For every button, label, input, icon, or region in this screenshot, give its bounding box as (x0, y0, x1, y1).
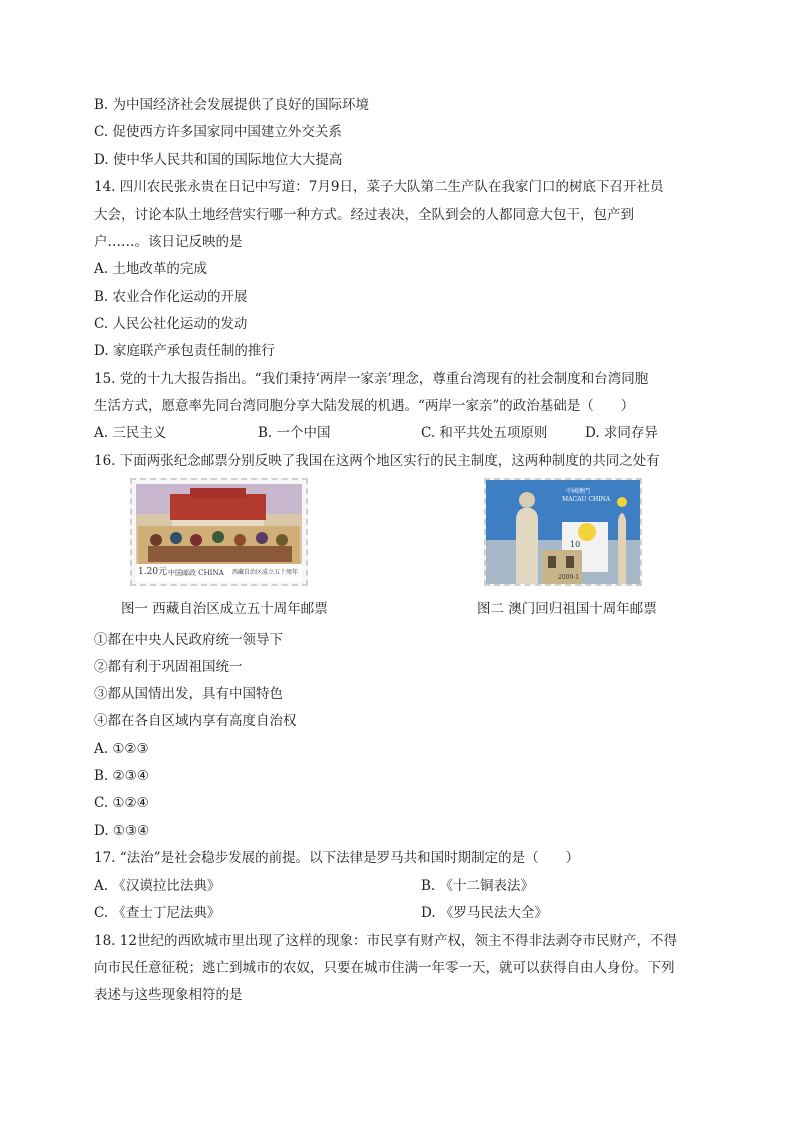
macau-stamp-code: 2009-1 (558, 574, 580, 581)
q13-option-d: D. 使中华人民共和国的国际地位大大提高 (94, 152, 343, 168)
q17-stem: 17. “法治”是社会稳步发展的前提。以下法律是罗马共和国时期制定的是（ ） (94, 850, 580, 866)
q14-stem-line1: 14. 四川农民张永贵在日记中写道：7月9日，菜子大队第二生产队在我家门口的树底下召开社员 (94, 179, 664, 195)
q16-statement-2: ②都有利于巩固祖国统一 (94, 659, 243, 675)
q17-option-a: A. 《汉谟拉比法典》 (94, 878, 221, 894)
tibet-stamp-image (130, 478, 308, 586)
q16-option-b: B. ②③④ (94, 768, 149, 784)
q18-stem-line2: 向市民任意征税；逃亡到城市的农奴，只要在城市住满一年零一天，就可以获得自由人身份。下列 (94, 960, 675, 976)
tibet-stamp-value: 1.20元 (138, 567, 168, 577)
q15-stem-line1: 15. 党的十九大报告指出。“我们秉持‘两岸一家亲’理念，尊重台湾现有的社会制度和台湾同胞 (94, 371, 649, 387)
q14-option-c: C. 人民公社化运动的发动 (94, 316, 248, 332)
q16-stem: 16. 下面两张纪念邮票分别反映了我国在这两个地区实行的民主制度，这两种制度的共同之处有 (94, 453, 660, 469)
q15-option-c: C. 和平共处五项原则 (421, 425, 548, 441)
q17-option-c: C. 《查士丁尼法典》 (94, 905, 221, 921)
q13-option-b: B. 为中国经济社会发展提供了良好的国际环境 (94, 97, 370, 113)
q18-stem-line1: 18. 12世纪的西欧城市里出现了这样的现象：市民享有财产权，领主不得非法剥夺市民财产，不得 (94, 933, 677, 949)
q13-option-c: C. 促使西方许多国家同中国建立外交关系 (94, 124, 342, 140)
q14-option-d: D. 家庭联产承包责任制的推行 (94, 343, 275, 359)
tibet-stamp-brand: 中国邮政 CHINA (168, 569, 224, 577)
macau-stamp-brand: MACAU CHINA (562, 496, 611, 503)
macau-stamp-image (484, 478, 642, 586)
q16-option-c: C. ①②④ (94, 795, 149, 811)
q14-option-b: B. 农业合作化运动的开展 (94, 289, 248, 305)
q15-stem-line2: 生活方式，愿意率先同台湾同胞分享大陆发展的机遇。“两岸一家亲”的政治基础是（ ） (94, 398, 635, 414)
q16-statement-4: ④都在各自区域内享有高度自治权 (94, 713, 297, 729)
q14-option-a: A. 土地改革的完成 (94, 261, 207, 277)
q15-option-d: D. 求同存异 (585, 425, 658, 441)
q17-option-b: B. 《十二铜表法》 (421, 878, 535, 894)
q16-option-a: A. ①②③ (94, 741, 149, 757)
q16-statement-3: ③都从国情出发，具有中国特色 (94, 686, 283, 702)
macau-stamp-country: 中國澳門 (566, 488, 591, 495)
figure2-caption: 图二 澳门回归祖国十周年邮票 (477, 601, 657, 617)
tibet-stamp-text: 西藏自治区成立五十周年 (232, 569, 299, 576)
q17-option-d: D. 《罗马民法大全》 (421, 905, 548, 921)
figure1-caption: 图一 西藏自治区成立五十周年邮票 (121, 601, 328, 617)
q15-option-a: A. 三民主义 (94, 425, 167, 441)
q16-option-d: D. ①③④ (94, 823, 150, 839)
q15-option-b: B. 一个中国 (258, 425, 331, 441)
macau-stamp-value: 10 (570, 540, 581, 549)
q18-stem-line3: 表述与这些现象相符的是 (94, 987, 243, 1003)
q14-stem-line3: 户……。该日记反映的是 (94, 234, 243, 250)
q16-statement-1: ①都在中央人民政府统一领导下 (94, 632, 283, 648)
q14-stem-line2: 大会，讨论本队土地经营实行哪一种方式。经过表决，全队到会的人都同意大包干，包产到 (94, 207, 634, 223)
